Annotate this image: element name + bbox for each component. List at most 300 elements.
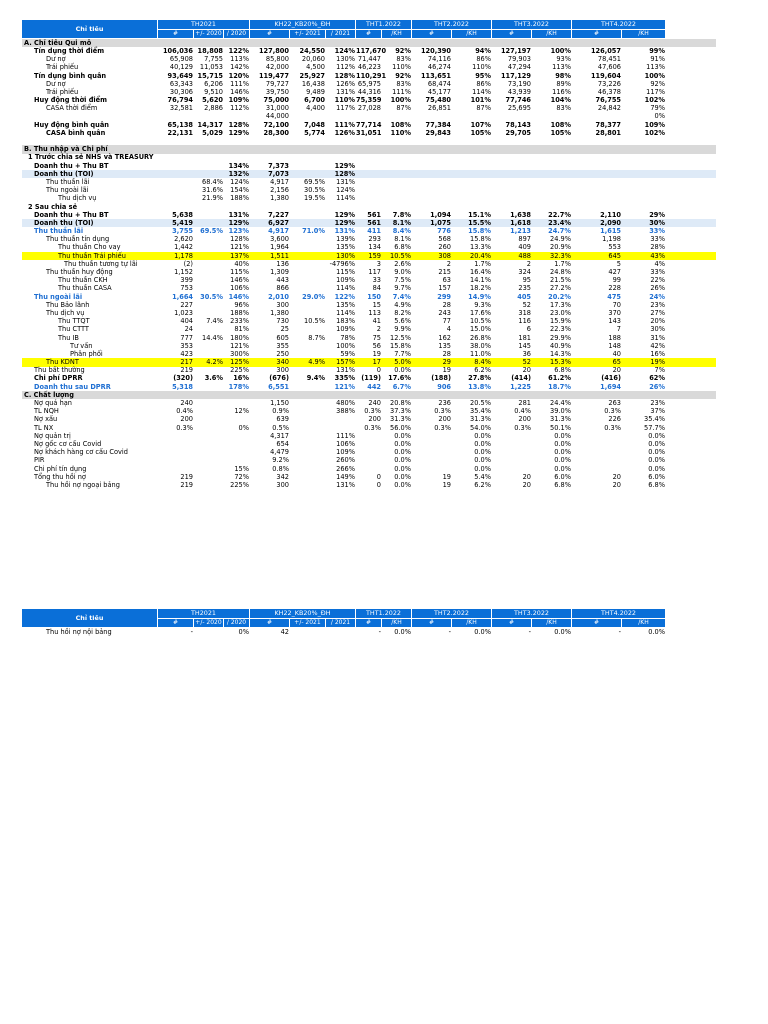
row-cell: 4.9% [308, 358, 325, 367]
row-cell: 106% [230, 284, 249, 293]
row-cell: 15.0% [470, 325, 491, 334]
table-row [22, 227, 716, 235]
row-label: TL NX [34, 423, 54, 432]
row-cell: 78,377 [595, 120, 621, 129]
row-cell: 4,479 [270, 448, 289, 457]
row-cell: 28,300 [263, 128, 289, 137]
table-row [22, 154, 716, 162]
row-cell: 109% [228, 96, 249, 105]
header-subcolumn: /KH [532, 30, 572, 39]
row-cell: 148 [608, 341, 621, 350]
row-cell: 219 [180, 472, 193, 481]
table-row [22, 326, 716, 334]
table-header-2 [22, 609, 716, 628]
row-cell: 7.7% [394, 349, 411, 358]
table-row [22, 96, 716, 104]
row-label: Trái phiếu [46, 87, 79, 96]
row-cell: 107% [470, 120, 491, 129]
row-cell: 19 [372, 349, 381, 358]
row-cell: 98% [555, 71, 571, 80]
row-cell: 318 [518, 308, 531, 317]
row-cell: 553 [608, 243, 621, 252]
row-label: Thu CTTT [58, 325, 89, 334]
row-cell: 114% [472, 87, 491, 96]
row-cell: 7 [616, 325, 621, 334]
row-cell: 28,801 [595, 128, 621, 137]
row-cell: 26% [650, 284, 665, 293]
row-cell: 8.2% [394, 308, 411, 317]
row-cell: 47,606 [597, 63, 621, 72]
row-label: Nợ xấu [34, 415, 58, 424]
row-cell: 93,649 [167, 71, 193, 80]
row-label: CASA bình quân [46, 128, 106, 137]
table-row [22, 628, 716, 636]
row-cell: 15 [372, 300, 381, 309]
row-cell: 59% [340, 349, 355, 358]
header-subcolumn: +/- 2021 [290, 30, 326, 39]
row-cell: 0.0% [394, 431, 411, 440]
row-cell: 40% [234, 259, 249, 268]
row-cell: 4.2% [206, 358, 223, 367]
row-cell: 63 [442, 276, 451, 285]
row-cell: 71.0% [302, 227, 325, 236]
row-cell: 17.3% [550, 300, 571, 309]
row-cell: - [528, 627, 531, 636]
row-cell: 0.0% [394, 627, 411, 636]
row-cell: 129% [334, 161, 355, 170]
row-cell: - [448, 627, 451, 636]
table-row [22, 64, 716, 72]
row-cell: 0.0% [554, 464, 571, 473]
row-cell: 0.0% [648, 439, 665, 448]
row-label: A. Chỉ tiêu Qui mô [24, 38, 92, 47]
row-cell: 126% [334, 128, 355, 137]
row-label: Thu Bảo lãnh [46, 300, 90, 309]
row-cell: 157 [438, 284, 451, 293]
row-cell: 5,029 [202, 128, 223, 137]
row-cell: 13.3% [470, 243, 491, 252]
row-cell: 106% [336, 439, 355, 448]
table-row [22, 432, 716, 440]
row-cell: -4796% [329, 259, 355, 268]
row-cell: 2,156 [270, 186, 289, 195]
row-cell: 443 [276, 276, 289, 285]
row-cell: 0.3% [604, 423, 621, 432]
row-cell: 114% [336, 308, 355, 317]
row-cell: 5 [616, 259, 621, 268]
row-cell: 1,198 [602, 235, 621, 244]
row-cell: 68,474 [427, 79, 451, 88]
row-cell: 0.0% [474, 456, 491, 465]
row-cell: 0.3% [604, 407, 621, 416]
header-subcolumn: +/- 2020 [194, 30, 224, 39]
table-row [22, 260, 716, 268]
header-group: TH2021 [158, 609, 250, 619]
row-cell: 6.2% [474, 480, 491, 489]
row-cell: 146% [230, 87, 249, 96]
row-label: Trái phiếu [46, 63, 79, 72]
row-cell: 54.0% [470, 423, 491, 432]
header-subcolumn: # [158, 619, 194, 628]
row-cell: 106,036 [162, 46, 193, 55]
row-cell: 260% [336, 456, 355, 465]
row-cell: 0.3% [434, 423, 451, 432]
row-cell: 777 [180, 333, 193, 342]
row-cell: - [190, 627, 193, 636]
row-cell: 0.0% [648, 431, 665, 440]
row-cell: 411 [367, 227, 381, 236]
row-cell: 0.0% [474, 431, 491, 440]
row-cell: 1,638 [510, 210, 531, 219]
row-cell: 24,550 [299, 46, 325, 55]
row-cell: 112% [230, 104, 249, 113]
row-cell: 105% [550, 128, 571, 137]
row-cell: 6.7% [392, 382, 411, 391]
table-row [22, 391, 716, 399]
row-cell: 111% [336, 431, 355, 440]
row-cell: 75 [372, 333, 381, 342]
row-cell: 35.4% [644, 415, 665, 424]
row-label: Tư vấn [70, 341, 93, 350]
row-label: Thu hồi nợ ngoại bảng [46, 480, 120, 489]
row-cell: 139% [336, 235, 355, 244]
row-cell: 24 [184, 325, 193, 334]
row-cell: 3 [376, 259, 381, 268]
row-cell: 124% [334, 46, 355, 55]
row-cell: 27.2% [550, 284, 571, 293]
row-label: Dư nợ [46, 55, 66, 64]
row-cell: 154% [230, 186, 249, 195]
row-cell: 1,152 [174, 268, 193, 277]
row-cell: 129% [228, 218, 249, 227]
row-cell: 263 [608, 399, 621, 408]
row-cell: 114% [336, 194, 355, 203]
row-cell: 7,755 [204, 55, 223, 64]
row-cell: 14.3% [550, 349, 571, 358]
row-label: Thu IB [58, 333, 79, 342]
row-cell: 124% [336, 186, 355, 195]
row-cell: 427 [608, 268, 621, 277]
row-cell: 65,138 [167, 120, 193, 129]
row-cell: 1,511 [270, 251, 289, 260]
row-cell: 5.6% [394, 317, 411, 326]
row-cell: 0.0% [554, 431, 571, 440]
row-cell: 93% [556, 55, 571, 64]
row-cell: 75,000 [263, 96, 289, 105]
row-label: Dư nợ [46, 79, 66, 88]
row-cell: 8.1% [392, 218, 411, 227]
row-cell: 27.8% [468, 374, 491, 383]
table-body [22, 39, 716, 489]
row-cell: 132% [228, 169, 249, 178]
row-cell: 23% [650, 300, 665, 309]
row-label: Thu dịch vụ [58, 194, 97, 203]
row-cell: 5,620 [202, 96, 223, 105]
row-cell: 111% [392, 87, 411, 96]
table-row [22, 88, 716, 96]
row-cell: 136 [276, 259, 289, 268]
row-cell: 124% [230, 177, 249, 186]
row-cell: 40 [612, 349, 621, 358]
row-cell: 12% [234, 407, 249, 416]
row-cell: 561 [367, 218, 381, 227]
row-cell: 127,197 [500, 46, 531, 55]
row-cell: 25 [280, 325, 289, 334]
row-cell: 6,206 [204, 79, 223, 88]
row-cell: 78% [340, 333, 355, 342]
row-cell: 340 [276, 358, 289, 367]
row-cell: 0.0% [554, 439, 571, 448]
row-cell: 27,028 [357, 104, 381, 113]
table-row [22, 195, 716, 203]
row-cell: 225% [230, 480, 249, 489]
table-row [22, 440, 716, 448]
row-cell: (416) [601, 374, 621, 383]
row-cell: 6.8% [554, 480, 571, 489]
row-cell: 300 [276, 366, 289, 375]
row-cell: 43% [650, 251, 665, 260]
row-cell: 6,700 [304, 96, 325, 105]
row-cell: 6 [526, 325, 531, 334]
row-cell: 8.1% [394, 235, 411, 244]
row-cell: 77,384 [425, 120, 451, 129]
row-cell: 6.0% [554, 472, 571, 481]
row-cell: 353 [180, 341, 193, 350]
row-cell: 5,774 [304, 128, 325, 137]
row-cell: 83% [556, 104, 571, 113]
row-cell: 4,500 [306, 63, 325, 72]
row-cell: 1,023 [174, 308, 193, 317]
row-cell: 0.0% [648, 456, 665, 465]
row-cell: 897 [518, 235, 531, 244]
row-cell: 188% [230, 194, 249, 203]
row-cell: 74,116 [427, 55, 451, 64]
header-group: THT4.2022 [572, 609, 666, 619]
row-label: Phân phối [70, 349, 103, 358]
row-cell: 44,316 [357, 87, 381, 96]
table-row [22, 407, 716, 415]
row-cell: 0.0% [394, 464, 411, 473]
row-cell: 30% [650, 325, 665, 334]
row-cell: 240 [368, 399, 381, 408]
row-cell: 110,291 [356, 71, 387, 80]
row-cell: (188) [431, 374, 451, 383]
row-cell: 10.5% [470, 317, 491, 326]
row-cell: 6,551 [268, 382, 289, 391]
header-subcolumn: # [158, 30, 194, 39]
row-cell: 29% [649, 210, 665, 219]
row-label: C. Chất lượng [24, 390, 74, 399]
row-cell: 0.0% [554, 448, 571, 457]
row-cell: 150 [367, 292, 381, 301]
row-cell: 31.6% [202, 186, 223, 195]
header-subcolumn: / 2021 [326, 30, 356, 39]
row-cell: 4,317 [270, 431, 289, 440]
row-cell: 77 [442, 317, 451, 326]
row-cell: 219 [180, 480, 193, 489]
row-cell: 92% [395, 71, 411, 80]
header-subcolumn: +/- 2020 [194, 619, 224, 628]
row-cell: 20.5% [470, 399, 491, 408]
row-cell: 19 [442, 472, 451, 481]
row-cell: 57.7% [644, 423, 665, 432]
table-row [22, 186, 716, 194]
row-cell: 2,620 [174, 235, 193, 244]
row-label: Nợ quản trị [34, 431, 71, 440]
row-cell: 188% [230, 308, 249, 317]
row-cell: 22,131 [167, 128, 193, 137]
spacer-row [22, 137, 716, 145]
row-cell: 126,057 [590, 46, 621, 55]
row-cell: 86% [476, 79, 491, 88]
row-cell: 0.0% [394, 439, 411, 448]
row-cell: 1,309 [270, 268, 289, 277]
row-cell: 122% [228, 46, 249, 55]
row-cell: 10.5% [304, 317, 325, 326]
table-row [22, 465, 716, 473]
row-cell: 130% [336, 251, 355, 260]
row-cell: 102% [644, 96, 665, 105]
row-label: Thu ngoài lãi [46, 186, 89, 195]
row-cell: 36 [522, 349, 531, 358]
row-cell: 20 [522, 480, 531, 489]
row-cell: 0.3% [434, 407, 451, 416]
row-cell: 15.8% [390, 341, 411, 350]
row-cell: 37% [650, 407, 665, 416]
table-row [22, 416, 716, 424]
row-label: Tín dụng thời điểm [34, 46, 105, 55]
row-cell: 110% [390, 128, 411, 137]
row-cell: 0.3% [364, 407, 381, 416]
row-cell: 28 [442, 300, 451, 309]
row-cell: 24.4% [550, 399, 571, 408]
row-cell: 15.9% [550, 317, 571, 326]
row-cell: 236 [438, 399, 451, 408]
row-cell: 15.5% [468, 218, 491, 227]
row-cell: 128% [334, 71, 355, 80]
table-row [22, 375, 716, 383]
row-label: Nợ gốc cơ cấu Covid [34, 439, 102, 448]
row-cell: 1,964 [270, 243, 289, 252]
row-cell: 0.0% [554, 627, 571, 636]
row-cell: 1,380 [270, 308, 289, 317]
table-row [22, 473, 716, 481]
row-cell: 114% [336, 284, 355, 293]
row-cell: 39.0% [550, 407, 571, 416]
row-cell: 0.0% [648, 448, 665, 457]
row-cell: 475 [607, 292, 621, 301]
row-cell: 26% [649, 382, 665, 391]
row-label: TL NQH [34, 407, 59, 416]
row-cell: 9.3% [474, 300, 491, 309]
row-cell: 113% [230, 55, 249, 64]
row-cell: 65,908 [169, 55, 193, 64]
row-cell: 3,755 [172, 227, 193, 236]
table-row [22, 293, 716, 301]
row-cell: 104% [550, 96, 571, 105]
table-row [22, 39, 716, 47]
row-label: Tín dụng bình quân [34, 71, 107, 80]
row-cell: - [618, 627, 621, 636]
row-cell: 157% [336, 358, 355, 367]
row-cell: 81% [234, 325, 249, 334]
row-cell: 23.4% [548, 218, 571, 227]
row-cell: 20.4% [470, 251, 491, 260]
header-subcolumn: # [250, 30, 290, 39]
row-cell: 131% [336, 480, 355, 489]
row-cell: 4.9% [394, 300, 411, 309]
row-cell: 78,451 [597, 55, 621, 64]
row-cell: 71,447 [357, 55, 381, 64]
row-cell: 188 [608, 333, 621, 342]
row-cell: (414) [511, 374, 531, 383]
header-group: THT2.2022 [412, 609, 492, 619]
row-cell: 9.7% [394, 284, 411, 293]
row-cell: 101% [470, 96, 491, 105]
row-cell: 645 [608, 251, 621, 260]
row-cell: 7,373 [268, 161, 289, 170]
row-cell: 776 [437, 227, 451, 236]
row-cell: 65 [612, 358, 621, 367]
row-cell: 1.7% [474, 259, 491, 268]
row-cell: 56 [372, 341, 381, 350]
row-cell: 89% [556, 79, 571, 88]
row-cell: 18,808 [197, 46, 223, 55]
row-cell: (119) [361, 374, 381, 383]
table-row [22, 448, 716, 456]
row-cell: 111% [230, 79, 249, 88]
row-cell: 26.8% [470, 333, 491, 342]
row-cell: 568 [438, 235, 451, 244]
row-cell: 131% [336, 366, 355, 375]
row-cell: 96% [234, 300, 249, 309]
row-cell: 17 [372, 358, 381, 367]
row-cell: 109% [336, 276, 355, 285]
row-cell: 100% [550, 46, 571, 55]
row-cell: 50.1% [550, 423, 571, 432]
row-cell: 8.7% [308, 333, 325, 342]
row-cell: 6.8% [394, 243, 411, 252]
header-subcolumn: # [572, 30, 622, 39]
row-cell: 22.7% [548, 210, 571, 219]
row-cell: 159 [368, 251, 381, 260]
row-cell: 6.2% [474, 366, 491, 375]
row-cell: 30,306 [169, 87, 193, 96]
row-cell: 31.3% [390, 415, 411, 424]
row-cell: 52 [522, 358, 531, 367]
row-cell: 113% [552, 63, 571, 72]
row-label: Chi phí tín dụng [34, 464, 87, 473]
row-cell: 370 [608, 308, 621, 317]
row-cell: 22.3% [550, 325, 571, 334]
row-cell: 2,090 [600, 218, 621, 227]
row-cell: 45,177 [427, 87, 451, 96]
row-cell: 46,378 [597, 87, 621, 96]
row-cell: 0.4% [514, 407, 531, 416]
row-cell: 42 [280, 627, 289, 636]
row-cell: 300 [276, 480, 289, 489]
row-cell: 128% [228, 120, 249, 129]
row-cell: 20 [522, 366, 531, 375]
table-row [22, 457, 716, 465]
row-cell: 0% [238, 423, 249, 432]
row-cell: 143 [608, 317, 621, 326]
table-row [22, 309, 716, 317]
row-cell: 128% [334, 169, 355, 178]
row-cell: 149% [336, 472, 355, 481]
row-cell: 15.1% [468, 210, 491, 219]
row-cell: 5,318 [172, 382, 193, 391]
